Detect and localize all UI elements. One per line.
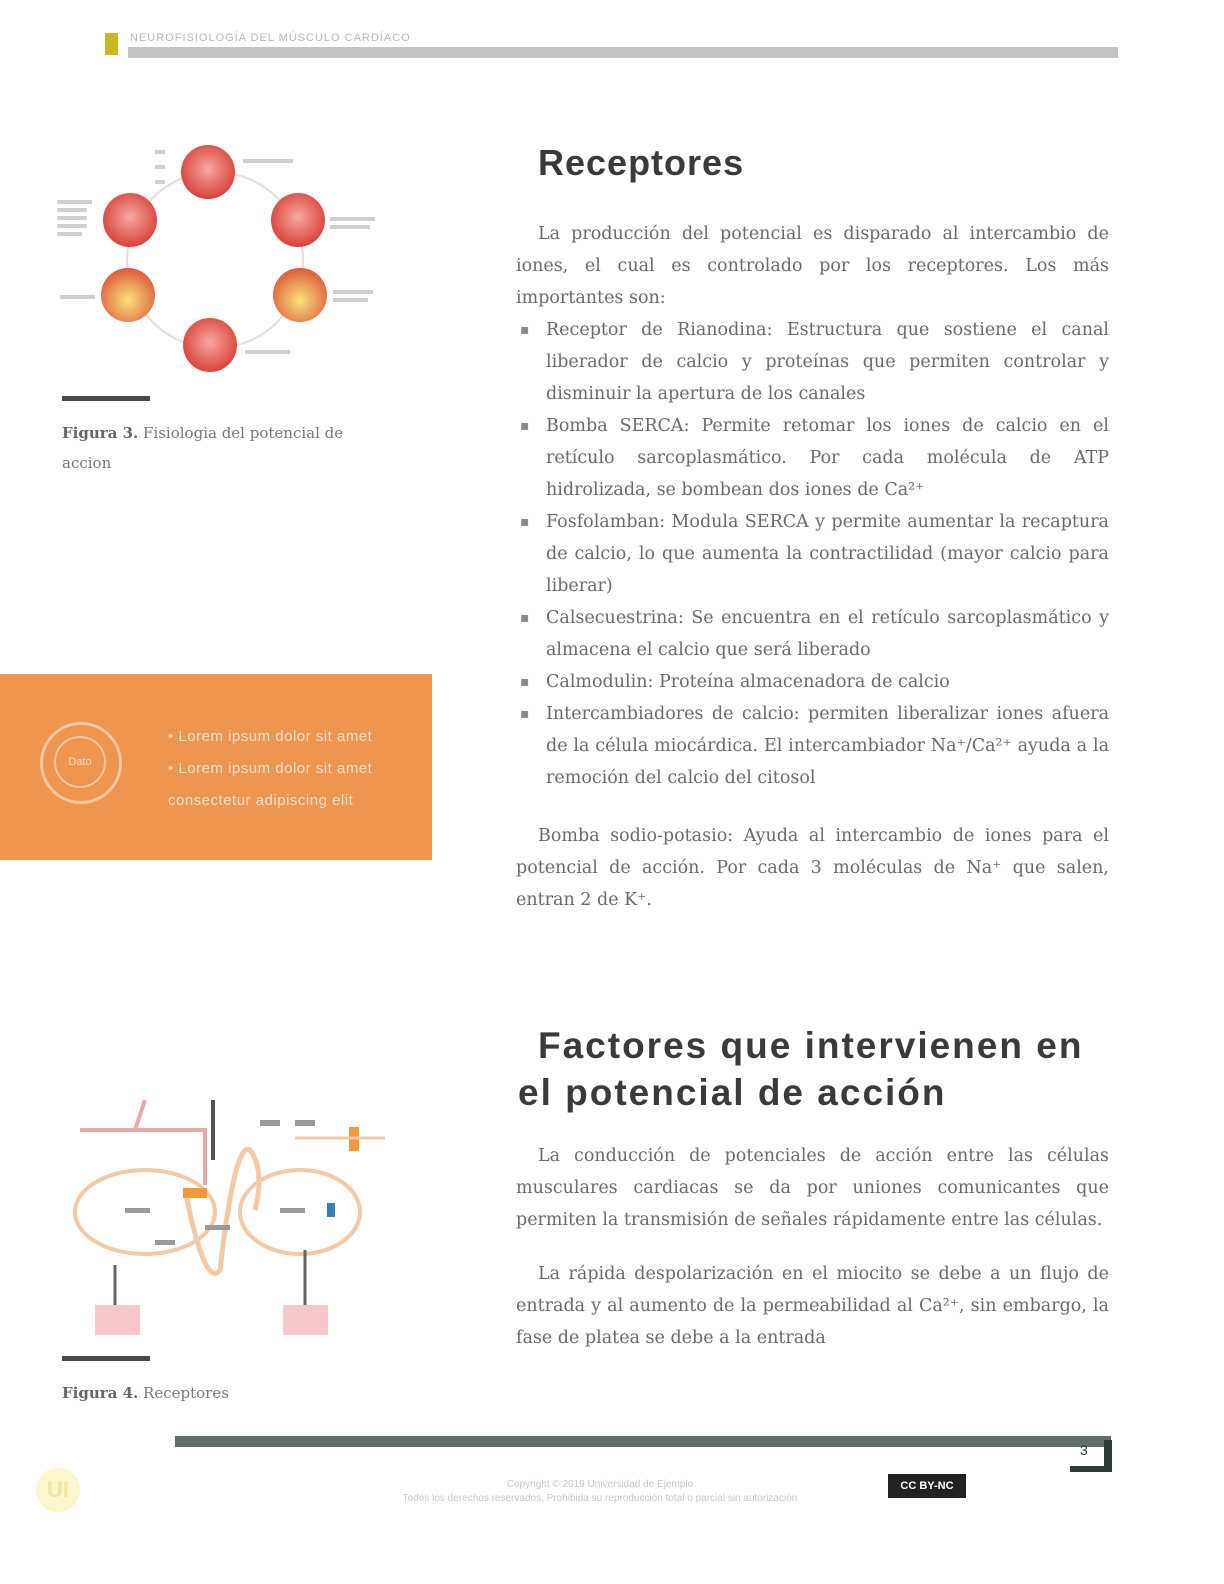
heart-stage-4 xyxy=(183,318,237,372)
receptor-blue xyxy=(327,1203,335,1217)
list-item: ▪ Bomba SERCA: Permite retomar los iones de calcio en el retículo sarcoplasmático. Por cada molécula de ATP hidrolizada, se bombean dos iones de Ca²⁺ xyxy=(516,410,1109,506)
list-item: ▪ Calsecuestrina: Se encuentra en el retículo sarcoplasmático y almacena el calcio que será liberado xyxy=(516,602,1109,666)
figure-1-caption xyxy=(62,418,382,478)
footer-rule xyxy=(175,1436,1111,1447)
copyright-line-1: Copyright © 2019 Universidad de Ejemplo xyxy=(506,1479,694,1490)
heart-stage-6 xyxy=(103,193,157,247)
heart-stage-3 xyxy=(273,268,327,322)
callout-badge-icon: Dato xyxy=(54,736,106,788)
footer-copyright xyxy=(330,1478,870,1506)
list-item: ▪ Calmodulin: Proteína almacenadora de calcio xyxy=(516,666,1109,698)
list-item: ▪ Intercambiadores de calcio: permiten liberalizar iones afuera de la célula miocárdica. El intercambiador Na⁺/Ca²⁺ ayuda a la remoción del calcio del citosol xyxy=(516,698,1109,794)
figure-receptors-diagram xyxy=(65,1090,395,1350)
factores-paragraph-1: La conducción de potenciales de acción entre las células musculares cardiacas se da por uniones comunicantes que permiten la transmisión de señales rápidamente entre las células. xyxy=(516,1146,1109,1230)
receptores-intro: La producción del potencial es disparado al intercambio de iones, el cual es controlado por los receptores. Los más importantes son: xyxy=(516,224,1109,308)
callout-line-1: • Lorem ipsum dolor sit amet xyxy=(168,728,373,745)
list-item: ▪ Fosfolamban: Modula SERCA y permite aumentar la recaptura de calcio, lo que aumenta la contractilidad (mayor calcio para liberar) xyxy=(516,506,1109,602)
figure-2-caption-label: Figura 4. xyxy=(62,1384,139,1402)
section-title-line-2: el potencial de acción xyxy=(518,1072,947,1113)
figure-1-rule xyxy=(62,396,150,401)
section-title-factores xyxy=(518,1022,1118,1116)
callout-line-2: • Lorem ipsum dolor sit amet xyxy=(168,760,373,777)
figure-1-caption-label: Figura 3. xyxy=(62,424,139,442)
callout-line-3: consectetur adipiscing elit xyxy=(168,792,354,809)
figure-2-rule xyxy=(62,1356,150,1361)
factores-body xyxy=(516,1140,1109,1354)
heart-stage-2 xyxy=(271,193,325,247)
figure-2-caption xyxy=(62,1378,382,1408)
receptores-body xyxy=(516,218,1109,916)
figure-2-caption-text: Receptores xyxy=(143,1384,229,1402)
receptores-closing: Bomba sodio-potasio: Ayuda al intercambio de iones para el potencial de acción. Por cada 3 moléculas de Na⁺ que salen, entran 2 de K⁺. xyxy=(516,826,1109,910)
page-number: 3 xyxy=(1080,1442,1088,1458)
target-cell-left xyxy=(95,1305,140,1335)
heart-stage-1 xyxy=(181,145,235,199)
copyright-line-2: Todos los derechos reservados. Prohibida su reproducción total o parcial sin autorización xyxy=(402,1493,798,1504)
section-title-line-1: Factores que intervienen en xyxy=(538,1025,1084,1066)
figure-action-potential-cycle xyxy=(55,140,385,390)
section-title-receptores: Receptores xyxy=(538,142,745,183)
figure-1-caption-text: Fisiologia del potencial de accion xyxy=(62,424,344,472)
target-cell-right xyxy=(283,1305,328,1335)
header-rule xyxy=(128,47,1118,58)
header-accent-mark xyxy=(105,33,118,55)
receptores-list xyxy=(516,314,1109,794)
publisher-logo: UI xyxy=(36,1468,80,1512)
footer-bracket-horizontal xyxy=(1070,1466,1110,1472)
license-badge: CC BY-NC xyxy=(888,1474,966,1498)
running-title: NEUROFISIOLOGÍA DEL MÚSCULO CARDÍACO xyxy=(130,32,411,44)
receptor-channel-left xyxy=(183,1188,207,1198)
heart-stage-5 xyxy=(101,268,155,322)
factores-paragraph-2: La rápida despolarización en el miocito se debe a un flujo de entrada y al aumento de la permeabilidad al Ca²⁺, sin embargo, la fase de platea se debe a la entrada xyxy=(516,1264,1109,1348)
list-item: ▪ Receptor de Rianodina: Estructura que sostiene el canal liberador de calcio y proteínas que permiten controlar y disminuir la apertura de los canales xyxy=(516,314,1109,410)
